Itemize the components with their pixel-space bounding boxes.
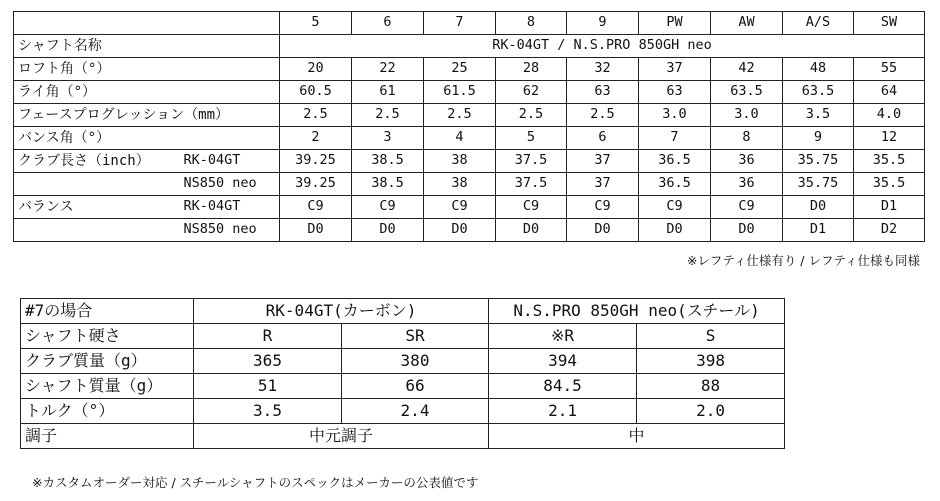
cell: 12 bbox=[854, 127, 925, 150]
cell: 61.5 bbox=[424, 81, 496, 104]
cell: 22 bbox=[352, 58, 424, 81]
row-label: トルク（°） bbox=[21, 399, 194, 424]
row-label-blank bbox=[14, 173, 180, 196]
club-weight-row bbox=[21, 349, 785, 374]
kick-point-row bbox=[21, 424, 785, 449]
cell: D0 bbox=[352, 219, 424, 242]
row-label: バランス bbox=[14, 196, 180, 219]
cell: 2.5 bbox=[567, 104, 639, 127]
cell: 51 bbox=[194, 374, 342, 399]
cell: 61 bbox=[352, 81, 424, 104]
cell: 88 bbox=[637, 374, 785, 399]
cell: 9 bbox=[783, 127, 854, 150]
cell: 37 bbox=[567, 173, 639, 196]
loft-row bbox=[14, 58, 925, 81]
torque-row bbox=[21, 399, 785, 424]
cell: 37 bbox=[567, 150, 639, 173]
club-header: AW bbox=[711, 12, 783, 35]
cell: 37.5 bbox=[496, 173, 567, 196]
cell: 39.25 bbox=[280, 173, 352, 196]
cell: 394 bbox=[489, 349, 637, 374]
row-label: バンス角（°） bbox=[14, 127, 280, 150]
cell: 2.1 bbox=[489, 399, 637, 424]
cell: 3.0 bbox=[639, 104, 711, 127]
row-label: 調子 bbox=[21, 424, 194, 449]
cell: 66 bbox=[342, 374, 489, 399]
cell: 63 bbox=[567, 81, 639, 104]
shaft-b-header: N.S.PRO 850GH neo(スチール) bbox=[489, 299, 785, 324]
cell: C9 bbox=[352, 196, 424, 219]
cell: 64 bbox=[854, 81, 925, 104]
cell: 3 bbox=[352, 127, 424, 150]
club-header: 9 bbox=[567, 12, 639, 35]
cell: 2.5 bbox=[424, 104, 496, 127]
cell: 2.0 bbox=[637, 399, 785, 424]
shaft-weight-row bbox=[21, 374, 785, 399]
cell: C9 bbox=[424, 196, 496, 219]
cell: 38 bbox=[424, 150, 496, 173]
cell: D0 bbox=[783, 196, 854, 219]
cell: 7 bbox=[639, 127, 711, 150]
club-spec-table bbox=[13, 11, 925, 242]
cell: 38 bbox=[424, 173, 496, 196]
cell: 55 bbox=[854, 58, 925, 81]
cell: D0 bbox=[711, 219, 783, 242]
row-label: クラブ質量（g） bbox=[21, 349, 194, 374]
cell: 35.75 bbox=[783, 150, 854, 173]
shaft-a-header: RK-04GT(カーボン) bbox=[194, 299, 489, 324]
cell: D0 bbox=[496, 219, 567, 242]
shaft-name-row bbox=[14, 35, 925, 58]
cell: 36 bbox=[711, 173, 783, 196]
row-label: ライ角（°） bbox=[14, 81, 280, 104]
balance-row bbox=[14, 196, 925, 219]
cell: C9 bbox=[280, 196, 352, 219]
row-label: シャフト名称 bbox=[14, 35, 280, 58]
t7-corner: #7の場合 bbox=[21, 299, 194, 324]
cell: SR bbox=[342, 324, 489, 349]
cell: ※R bbox=[489, 324, 637, 349]
cell: 32 bbox=[567, 58, 639, 81]
row-sublabel: RK-04GT bbox=[180, 150, 280, 173]
cell: 3.5 bbox=[783, 104, 854, 127]
cell: 中元調子 bbox=[194, 424, 489, 449]
cell: C9 bbox=[711, 196, 783, 219]
cell: 48 bbox=[783, 58, 854, 81]
cell: D1 bbox=[783, 219, 854, 242]
club-length-row bbox=[14, 150, 925, 173]
lie-row bbox=[14, 81, 925, 104]
spec-corner-cell bbox=[14, 12, 280, 35]
cell: 5 bbox=[496, 127, 567, 150]
club-header: 6 bbox=[352, 12, 424, 35]
face-progression-row bbox=[14, 104, 925, 127]
club-header: 8 bbox=[496, 12, 567, 35]
shaft-name-value: RK-04GT / N.S.PRO 850GH neo bbox=[280, 35, 925, 58]
row-sublabel: NS850 neo bbox=[180, 219, 280, 242]
cell: C9 bbox=[639, 196, 711, 219]
cell: 37 bbox=[639, 58, 711, 81]
cell: 63 bbox=[639, 81, 711, 104]
row-label: シャフト硬さ bbox=[21, 324, 194, 349]
cell: 4 bbox=[424, 127, 496, 150]
cell: 3.5 bbox=[194, 399, 342, 424]
cell: 3.0 bbox=[711, 104, 783, 127]
row-label: シャフト質量（g） bbox=[21, 374, 194, 399]
row-label: フェースプログレッション（mm） bbox=[14, 104, 280, 127]
cell: 63.5 bbox=[711, 81, 783, 104]
cell: C9 bbox=[567, 196, 639, 219]
cell: 36.5 bbox=[639, 173, 711, 196]
cell: 63.5 bbox=[783, 81, 854, 104]
cell: C9 bbox=[496, 196, 567, 219]
balance-row bbox=[14, 219, 925, 242]
spec-header-row bbox=[14, 12, 925, 35]
club-header: PW bbox=[639, 12, 711, 35]
cell: 36.5 bbox=[639, 150, 711, 173]
cell: 380 bbox=[342, 349, 489, 374]
row-label: クラブ長さ（inch） bbox=[14, 150, 180, 173]
cell: 2.5 bbox=[280, 104, 352, 127]
club-header: 5 bbox=[280, 12, 352, 35]
cell: D2 bbox=[854, 219, 925, 242]
cell: 4.0 bbox=[854, 104, 925, 127]
cell: 2 bbox=[280, 127, 352, 150]
cell: 20 bbox=[280, 58, 352, 81]
cell: 35.5 bbox=[854, 173, 925, 196]
cell: 35.5 bbox=[854, 150, 925, 173]
cell: D0 bbox=[424, 219, 496, 242]
flex-row bbox=[21, 324, 785, 349]
cell: D0 bbox=[567, 219, 639, 242]
custom-order-note: ※カスタムオーダー対応 / スチールシャフトのスペックはメーカーの公表値です bbox=[32, 475, 479, 490]
club-header: 7 bbox=[424, 12, 496, 35]
cell: 2.5 bbox=[352, 104, 424, 127]
cell: 62 bbox=[496, 81, 567, 104]
cell: 2.4 bbox=[342, 399, 489, 424]
row-label-blank bbox=[14, 219, 180, 242]
club-header: A/S bbox=[783, 12, 854, 35]
row-sublabel: RK-04GT bbox=[180, 196, 280, 219]
cell: 39.25 bbox=[280, 150, 352, 173]
cell: 28 bbox=[496, 58, 567, 81]
cell: 84.5 bbox=[489, 374, 637, 399]
cell: 60.5 bbox=[280, 81, 352, 104]
cell: 37.5 bbox=[496, 150, 567, 173]
cell: 398 bbox=[637, 349, 785, 374]
cell: 8 bbox=[711, 127, 783, 150]
cell: 中 bbox=[489, 424, 785, 449]
cell: R bbox=[194, 324, 342, 349]
club-length-row bbox=[14, 173, 925, 196]
cell: 38.5 bbox=[352, 150, 424, 173]
cell: 36 bbox=[711, 150, 783, 173]
cell: D1 bbox=[854, 196, 925, 219]
cell: 42 bbox=[711, 58, 783, 81]
cell: D0 bbox=[639, 219, 711, 242]
lefty-note: ※レフティ仕様有り / レフティ仕様も同様 bbox=[686, 253, 920, 268]
row-sublabel: NS850 neo bbox=[180, 173, 280, 196]
t7-header-row bbox=[21, 299, 785, 324]
cell: 38.5 bbox=[352, 173, 424, 196]
cell: 365 bbox=[194, 349, 342, 374]
cell: 35.75 bbox=[783, 173, 854, 196]
cell: 25 bbox=[424, 58, 496, 81]
iron7-shaft-table bbox=[20, 298, 785, 449]
club-header: SW bbox=[854, 12, 925, 35]
cell: 6 bbox=[567, 127, 639, 150]
row-label: ロフト角（°） bbox=[14, 58, 280, 81]
cell: S bbox=[637, 324, 785, 349]
cell: 2.5 bbox=[496, 104, 567, 127]
bounce-row bbox=[14, 127, 925, 150]
cell: D0 bbox=[280, 219, 352, 242]
